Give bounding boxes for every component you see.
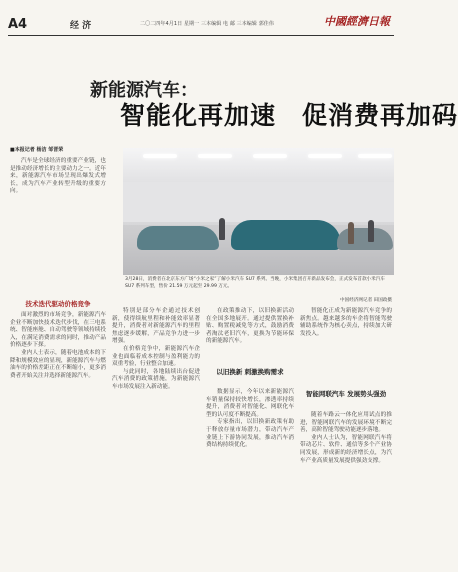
paragraph: 随着车路云一体化应用试点的推进，智能网联汽车的发展环境不断完善，高阶智能驾驶功能逐步落地。 bbox=[300, 412, 392, 434]
article-byline: ■本报记者 杨洁 邹晋荣 bbox=[10, 147, 64, 153]
photo-wall bbox=[123, 182, 394, 222]
column-3-bottom bbox=[206, 389, 294, 564]
page-header bbox=[0, 0, 400, 44]
photo-caption: 3月28日，消费者在北京东方广场“小米之家”了解小米汽车 SU7 系列。当晚，小米集团召开新品发布会，正式发布首款小米汽车 SU7 系列车型，售价 21.59 万元起至 29.99 万元。 bbox=[125, 277, 385, 289]
car-right bbox=[337, 228, 393, 250]
paragraph: 面对激烈的市场竞争，新能源汽车企业不断加快技术迭代步伐，在三电系统、智能座舱、自动驾驶等领域持续投入，在满足消费需求的同时，推动产品价格逐步下探。 bbox=[10, 312, 106, 349]
subheading-3: 智能网联汽车 发展势头强劲 bbox=[305, 390, 387, 398]
paragraph: 业内人士认为，智能网联汽车将带动芯片、软件、通信等多个产业协同发展，形成新的经济增长点，为汽车产业高质量发展提供强劲支撑。 bbox=[300, 434, 392, 464]
column-1-bottom bbox=[10, 312, 106, 564]
car-left bbox=[137, 226, 219, 250]
paragraph: 在政策推动下，以旧换新活动在全国多地展开。通过提供置换补贴、购置税减免等方式，鼓励消费者淘汰老旧汽车，更换为节能环保的新能源汽车。 bbox=[206, 308, 294, 345]
article-headline: 智能化再加速 促消费再加码 bbox=[120, 101, 458, 130]
article-kicker: 新能源汽车： bbox=[90, 80, 198, 101]
dateline: 二〇二四年4月1日 星期一 三本编辑 电 邮 三本编辑 郭佳伟 bbox=[140, 21, 275, 27]
paragraph: 智能化正成为新能源汽车竞争的新焦点。越来越多的车企将智能驾驶辅助系统作为核心卖点，持续加大研发投入。 bbox=[300, 308, 392, 337]
column-3-top bbox=[206, 308, 294, 366]
column-2 bbox=[112, 308, 200, 564]
paragraph: 在价格竞争中，新能源汽车企业也面临着成本控制与盈利能力的双重考验，行业整合加速。 bbox=[112, 345, 200, 368]
masthead-logo: 中國經濟日報 bbox=[324, 15, 390, 28]
subheading-1: 技术迭代驱动价格竞争 bbox=[25, 300, 91, 308]
section-name: 经 济 bbox=[70, 21, 92, 31]
paragraph: 与此同时，各地陆续出台促进汽车消费的政策措施，为新能源汽车市场发展注入新动能。 bbox=[112, 368, 200, 390]
paragraph: 特别是部分车企通过技术创新，使得续航里程和补能效率显著提升，消费者对新能源汽车的里程焦虑逐步缓解，产品竞争力进一步增强。 bbox=[112, 308, 200, 345]
column-4-top bbox=[300, 308, 392, 378]
column-4-bottom bbox=[300, 412, 392, 564]
column-1-top bbox=[10, 158, 106, 293]
car-center bbox=[231, 220, 341, 250]
subheading-2: 以旧换新 刺激换购需求 bbox=[216, 368, 284, 376]
paragraph: 汽车是全球经济的重要产业链，也是推动经济增长的主要动力之一。近年来，新能源汽车市场呈现出爆发式增长，成为汽车产业转型升级的重要方向。 bbox=[10, 158, 106, 195]
photo-ceiling bbox=[123, 148, 394, 182]
paragraph: 数据显示，今年以来新能源汽车销量保持较快增长，渗透率持续提升，消费者对智能化、网联化车型的认可度不断提高。 bbox=[206, 389, 294, 418]
paragraph: 专家指出，以旧换新政策有助于释放存量市场潜力，带动汽车产业链上下游协同发展，推动汽车消费结构持续优化。 bbox=[206, 419, 294, 449]
photo-credit: 中国经济网记者 田国政摄 bbox=[340, 298, 392, 303]
header-rule bbox=[8, 35, 394, 36]
showroom-photo bbox=[123, 148, 394, 275]
page-number: A4 bbox=[8, 17, 28, 32]
paragraph: 业内人士表示，随着电池成本的下降和规模效应的显现，新能源汽车与燃油车的价格差距正在不断缩小，更多消费者开始关注并选择新能源汽车。 bbox=[10, 349, 106, 379]
